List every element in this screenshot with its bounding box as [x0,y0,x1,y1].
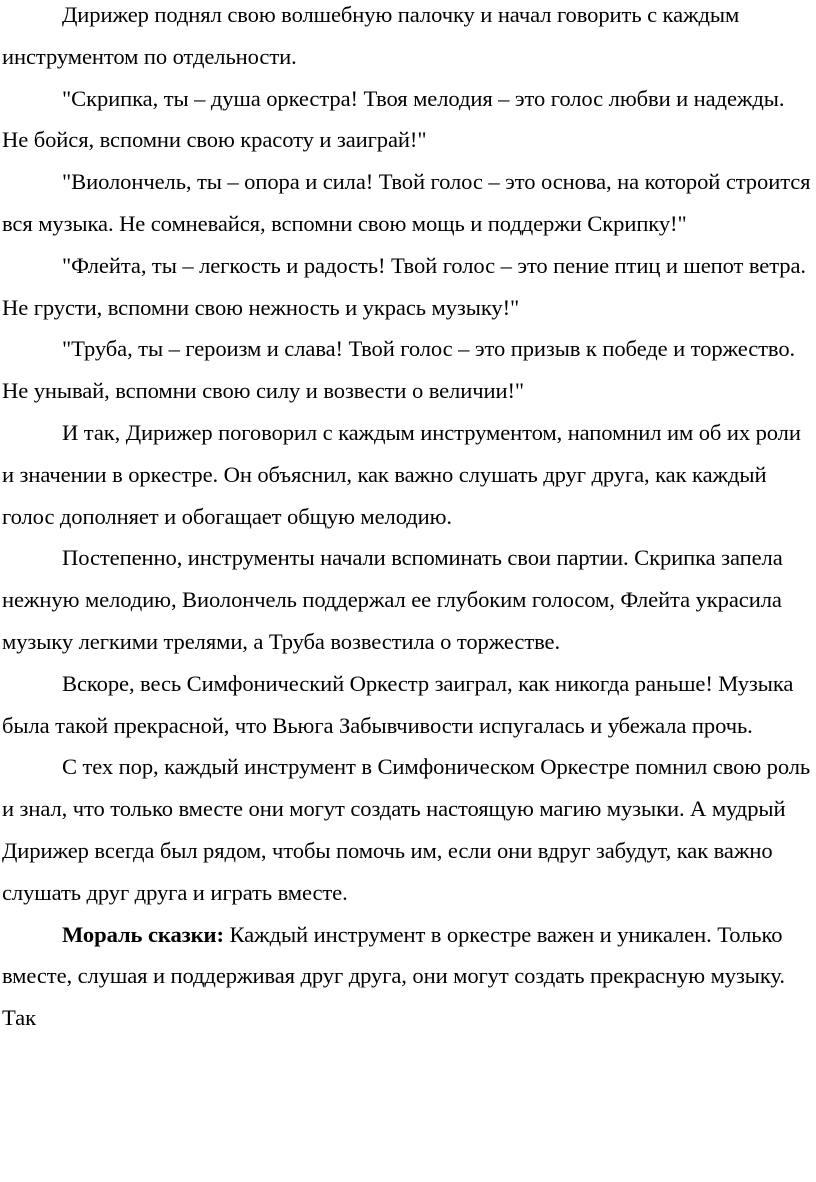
paragraph-orchestra-plays: Вскоре, весь Симфонический Оркестр заиграл, как никогда раньше! Музыка была такой прекрасной, что Вьюга Забывчивости испугалась и убежала прочь. [2,670,794,738]
moral-text: Каждый инструмент в оркестре важен и уникален. Только вместе, слушая и поддерживая друг друга, они могут создать прекрасную музыку. Так [2,921,785,1031]
document-page [2,0,814,1039]
paragraph-conductor-talk: И так, Дирижер поговорил с каждым инструментом, напомнил им об их роли и значении в оркестре. Он объяснил, как важно слушать друг друга, как каждый голос дополняет и обогащает общую мелодию. [2,419,801,529]
paragraph-ever-since: С тех пор, каждый инструмент в Симфоническом Оркестре помнил свою роль и знал, что только вместе они могут создать настоящую магию музыки. А мудрый Дирижер всегда был рядом, чтобы помочь им, если они вдруг забудут, как важно слушать друг друга и играть вместе. [2,754,811,905]
paragraph-moral [2,914,814,1039]
moral-label: Мораль сказки: [62,921,224,947]
paragraph-violin: "Скрипка, ты – душа оркестра! Твоя мелодия – это голос любви и надежды. Не бойся, вспомни свою красоту и заиграй!" [2,85,785,153]
paragraph-conductor-intro: Дирижер поднял свою волшебную палочку и начал говорить с каждым инструментом по отдельности. [2,2,740,69]
paragraph-cello: "Виолончель, ты – опора и сила! Твой голос – это основа, на которой строится вся музыка. Не сомневайся, вспомни свою мощь и поддержи Скрипку!" [2,169,811,236]
paragraph-flute: "Флейта, ты – легкость и радость! Твой голос – это пение птиц и шепот ветра. Не грусти, вспомни свою нежность и укрась музыку!" [2,252,806,320]
paragraph-trumpet: "Труба, ты – героизм и слава! Твой голос – это призыв к победе и торжество. Не унывай, вспомни свою силу и возвести о величии!" [2,336,796,404]
paragraph-instruments-remember: Постепенно, инструменты начали вспоминать свои партии. Скрипка запела нежную мелодию, Виолончель поддержал ее глубоким голосом, Флейта украсила музыку легкими трелями, а Труба возвестила о торжестве. [2,545,783,654]
